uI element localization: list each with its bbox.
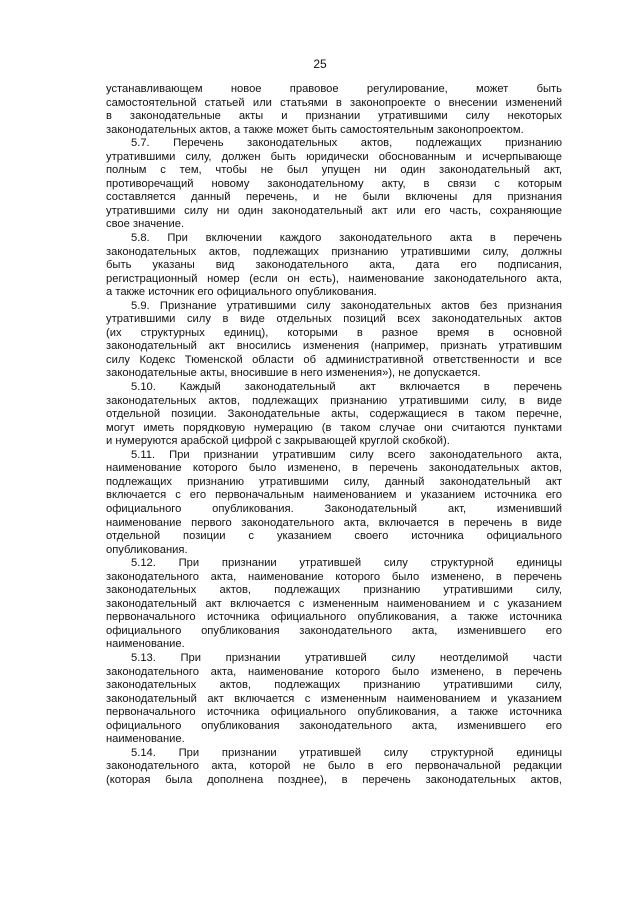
paragraph-first-line: 5.7. Перечень законодательных актов, подлежащих признанию: [131, 137, 562, 150]
paragraph-first-line: 5.10. Каждый законодательный акт включается в перечень: [131, 381, 562, 394]
paragraph-first-line: 5.14. При признании утратившей силу структурной единицы: [131, 746, 562, 759]
text-line: и нумеруются арабской цифрой с закрывающей круглой скобкой).: [106, 435, 450, 448]
text-line: силу Кодекс Тюменской области об административной ответственности и все: [106, 353, 562, 366]
text-line: наименование первого законодательного акта, включается в перечень в виде: [106, 516, 562, 529]
text-line: опубликования.: [106, 543, 188, 556]
text-line: противоречащий новому законодательному акту, в связи с которым: [106, 177, 562, 190]
text-line: законодательных актов, подлежащих признанию утратившими силу,: [106, 679, 562, 692]
text-line: законодательного акта, которой не было в его первоначальной редакции: [106, 760, 562, 773]
text-line: законодательного акта, наименование которого было изменено, в перечень: [106, 665, 562, 678]
text-line: первоначального источника официального опубликования, а также источника: [106, 706, 562, 719]
text-line: законодательных актов, подлежащих признанию утратившими силу, должны: [106, 245, 562, 258]
text-line: наименование.: [106, 733, 185, 746]
text-line: официального опубликования законодательного акта, изменившего его: [106, 719, 562, 732]
text-line: полным с тем, чтобы не был упущен ни один законодательный акт,: [106, 164, 562, 177]
text-line: в законодательные акты и признании утратившими силу некоторых: [106, 110, 562, 123]
text-line: законодательный акт включается с измененным наименованием и указанием: [106, 692, 562, 705]
text-line: быть указаны вид законодательного акта, дата его подписания,: [106, 259, 562, 272]
paragraph-first-line: 5.8. При включении каждого законодательного акта в перечень: [131, 232, 562, 245]
text-line: утратившими силу, должен быть юридически обоснованным и исчерпывающе: [106, 150, 562, 163]
text-line: законодательный акт включается с измененным наименованием и с указанием: [106, 597, 562, 610]
text-line: включается с его первоначальным наименованием и указанием источника его: [106, 489, 562, 502]
text-line: законодательные акты, вносившие в него изменения»), не допускается.: [106, 367, 481, 380]
text-line: официального опубликования законодательного акта, изменившего его: [106, 624, 562, 637]
text-line: отдельной позиции с указанием своего источника официального: [106, 530, 562, 543]
paragraph-first-line: 5.9. Признание утратившими силу законодательных актов без признания: [131, 299, 562, 312]
text-line: первоначального источника официального опубликования, а также источника: [106, 611, 562, 624]
text-line: составляется данный перечень, и не были включены для признания: [106, 191, 562, 204]
text-line: утратившими силу в виде отдельных позиций всех законодательных актов: [106, 313, 562, 326]
text-line: наименование которого было изменено, в перечень законодательных актов,: [106, 462, 562, 475]
text-line: законодательный акт вносились изменения (например, признать утратившим: [106, 340, 562, 353]
text-line: законодательного акта, наименование которого было изменено, в перечень: [106, 570, 562, 583]
paragraph-first-line: 5.12. При признании утратившей силу структурной единицы: [131, 557, 562, 570]
text-line: официального опубликования. Законодательный акт, изменивший: [106, 502, 562, 515]
text-line: утратившими силу ни один законодательный акт или его часть, сохраняющие: [106, 204, 562, 217]
paragraph-first-line: 5.11. При признании утратившим силу всего законодательного акта,: [131, 448, 562, 461]
text-line: подлежащих признанию утратившими силу, данный законодательный акт: [106, 475, 562, 488]
paragraph-first-line: 5.13. При признании утратившей силу неотделимой части: [131, 651, 562, 664]
text-line: законодательных актов, подлежащих признанию утратившими силу,: [106, 584, 562, 597]
text-line: (их структурных единиц), которыми в разное время в основной: [106, 326, 562, 339]
text-line: отдельной позиции. Законодательные акты, содержащиеся в таком перечне,: [106, 408, 562, 421]
text-line: устанавливающем новое правовое регулирование, может быть: [106, 83, 562, 95]
text-line: могут иметь порядковую нумерацию (в таком случае они считаются пунктами: [106, 421, 562, 434]
text-line: регистрационный номер (если он есть), наименование законодательного акта,: [106, 272, 562, 285]
text-line: а также источник его официального опубликования.: [106, 286, 377, 299]
text-line: законодательных актов, подлежащих признанию утратившими силу, в виде: [106, 394, 562, 407]
text-line: законодательных актов, а также может быть самостоятельным законопроектом.: [106, 123, 524, 136]
text-line: свое значение.: [106, 218, 185, 231]
document-body: [106, 83, 562, 787]
text-line: (которая была дополнена позднее), в перечень законодательных актов,: [106, 773, 562, 786]
text-line: самостоятельной статьей или статьями в законопроекте о внесении изменений: [106, 96, 562, 109]
page-number: 25: [313, 57, 327, 71]
text-line: наименование.: [106, 638, 185, 651]
